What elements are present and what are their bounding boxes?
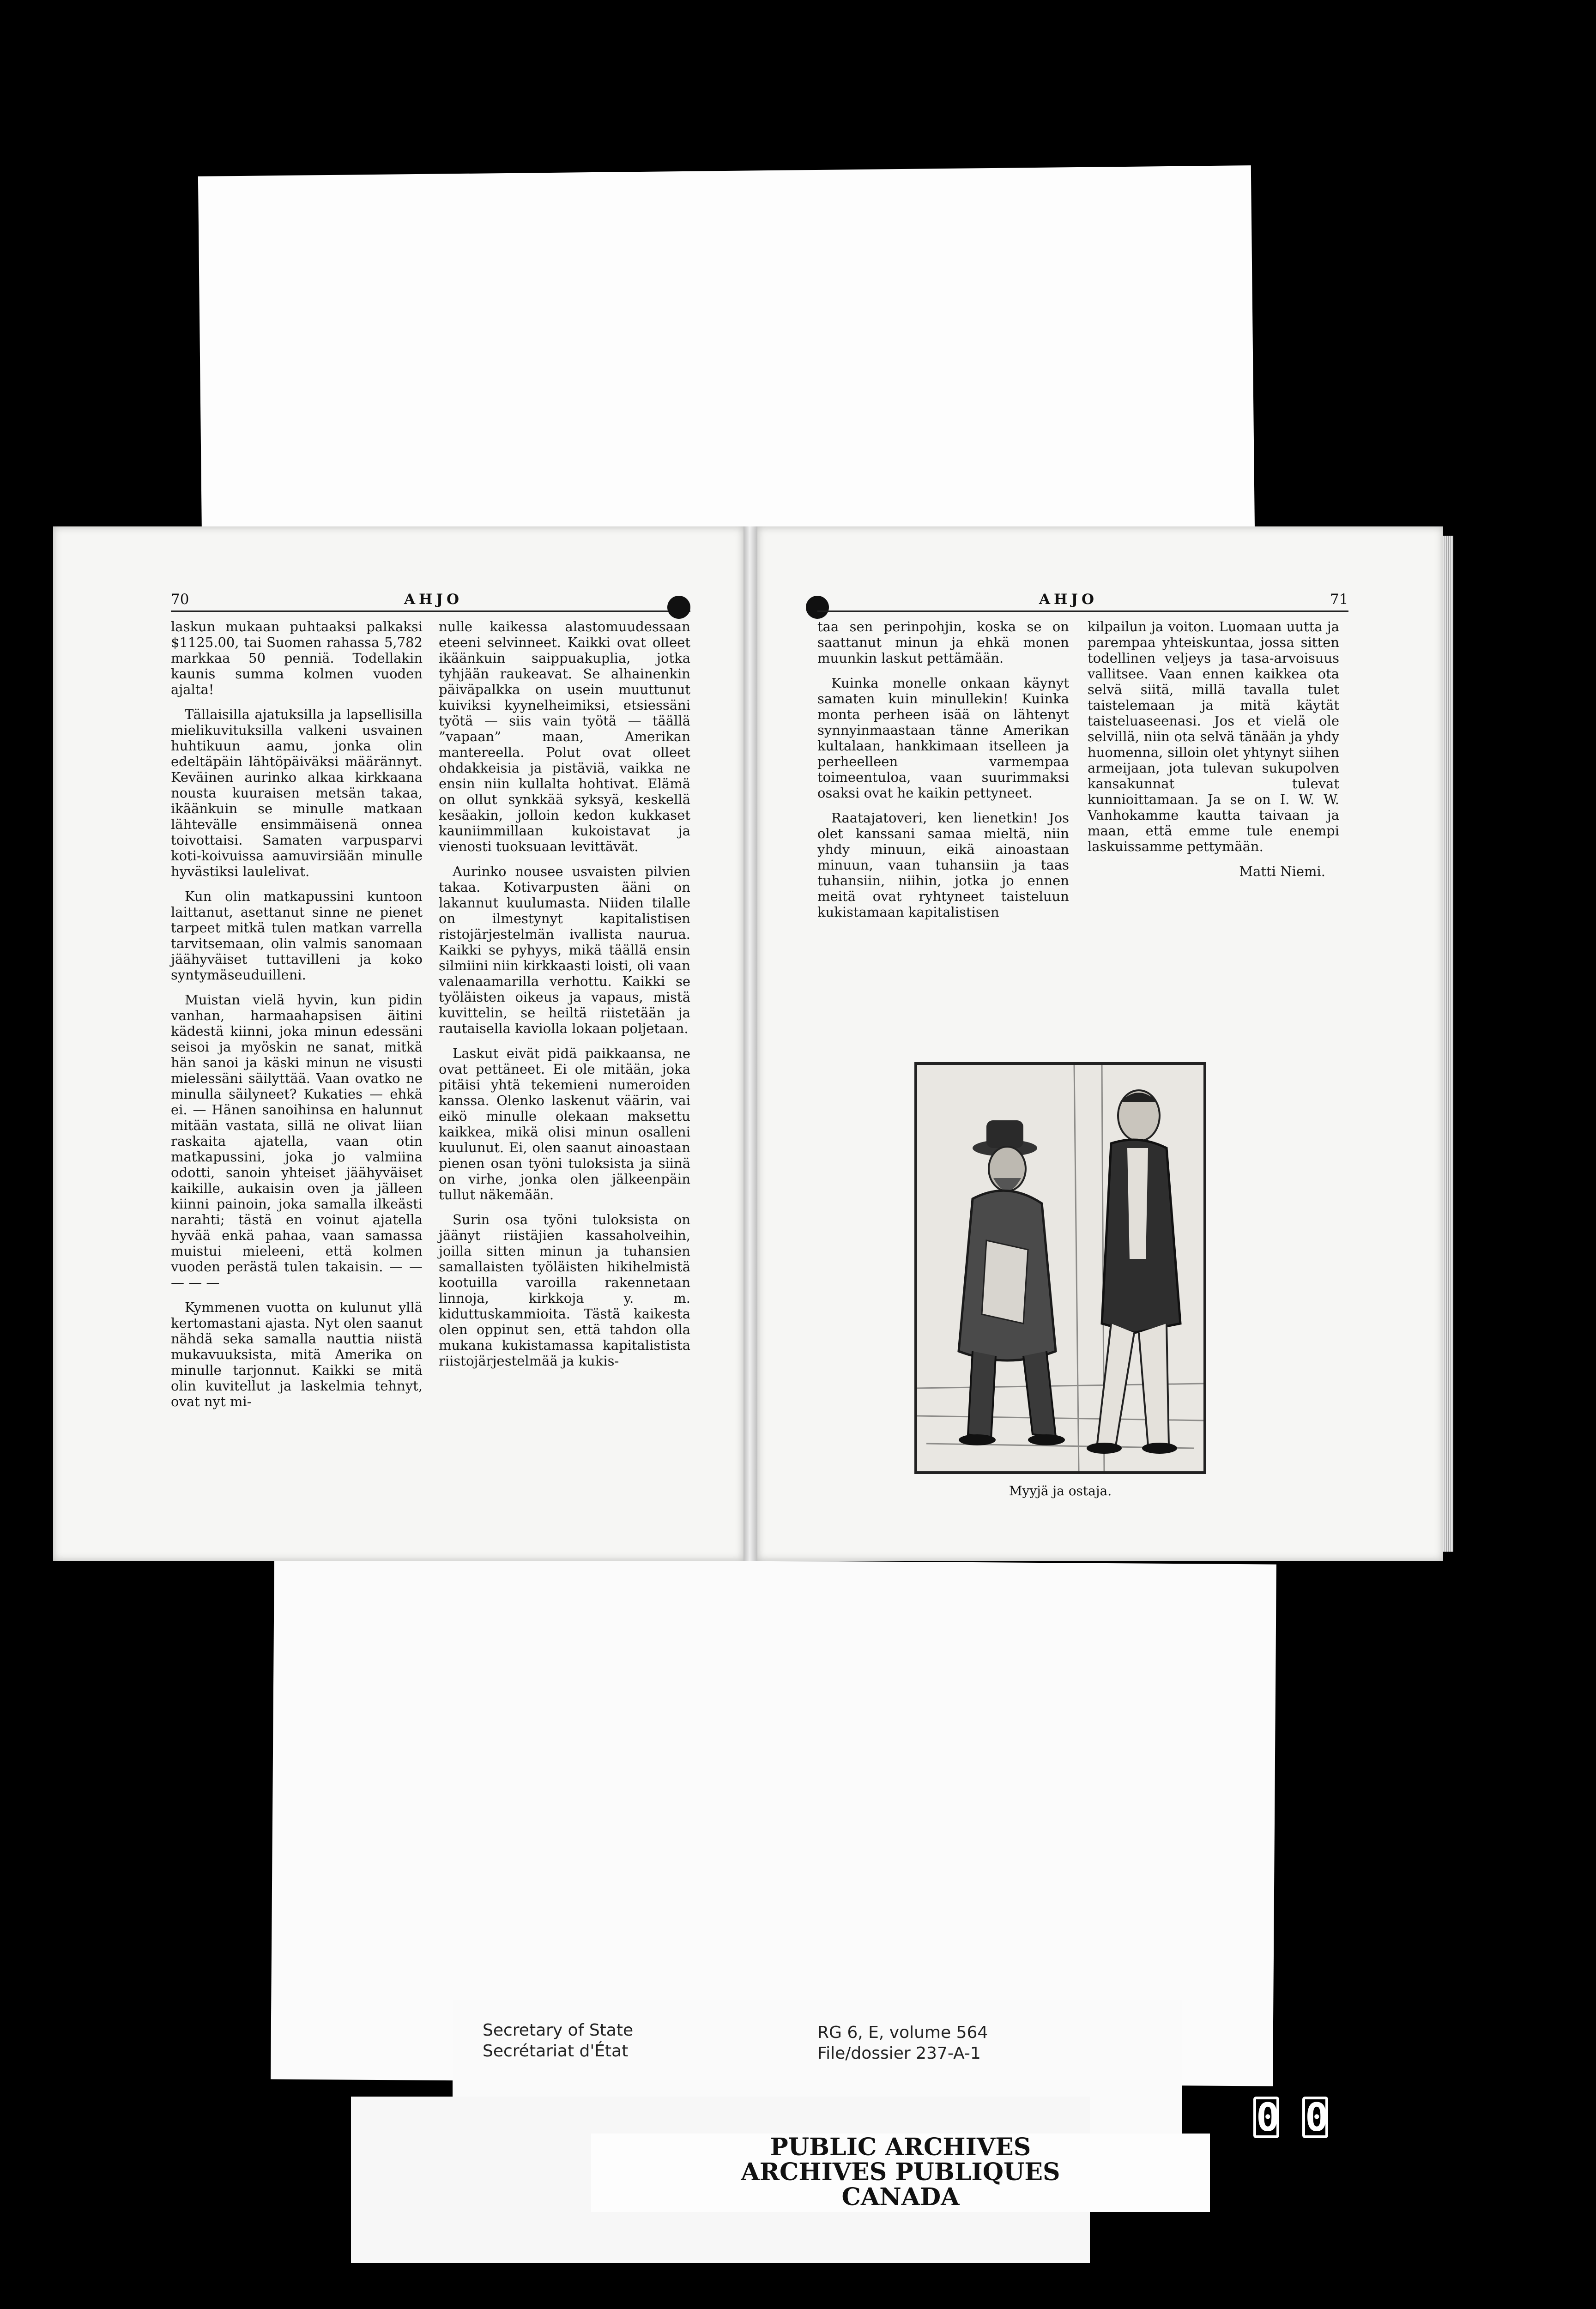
- header-rule: [171, 610, 690, 612]
- author-signature: Matti Niemi.: [1239, 864, 1325, 879]
- illustration-drawing: [917, 1065, 1203, 1471]
- label-agency-fr: Secrétariat d'État: [483, 2042, 629, 2061]
- paragraph: Kuinka monelle onkaan käynyt samaten kuin minullekin! Kuinka monta perheen isää on lähtenyt synnyinmaastaan tänne Amerikan kultalaan, hankkimaan itselleen ja perheelleen varmempaa toimeentuloa, vaan suurimmaksi osaksi ovat he kaikin pettyneet.: [817, 675, 1069, 801]
- header-rule: [817, 610, 1348, 612]
- paragraph: Muistan vielä hyvin, kun pidin vanhan, harmaahapsisen äitini kädestä kiinni, joka minun edessäni seisoi ja myöskin ne sanat, mitkä hän sanoi ja käski minun ne visusti mielessäni säilyttää. Vaan ovatko ne minulla säilyneet? Kukaties — ehkä ei. — Hänen sanoihinsa en halunnut mitään vastata, sillä ne olivat liian raskaita ajatella, vaan otin matkapussini, joka jo valmiina odotti, sanoin yhteiset jäähyväiset kaikille, aukaisin oven ja jälleen kiinni painoin, joka samalla ilkeästi narahti; tästä en voinut ajatella hyvää enkä pahaa, vaan samassa muistui mieleeni, että kolmen vuoden perästä tulen takaisin. — — — — —: [171, 992, 423, 1290]
- paragraph: nulle kaikessa alastomuudessaan eteeni selvinneet. Kaikki ovat olleet ikäänkuin saippuakuplia, jotka tyhjään raukeavat. Se alhainenkin päiväpalkka on usein muuttunut kuiviksi kyynelheimiksi, etsiessäni työtä — siis vain työtä — täällä ”vapaan” maan, Amerikan mantereella. Polut ovat olleet ohdakkeisia ja pistäviä, vaikka ne ensin niin kullalta hohtivat. Elämä on ollut synkkää syksyä, keskellä kesäakin, jolloin kedon kukkaset kauniimmillaan kukoistavat ja vienosti tuoksuaan levittävät.: [439, 619, 690, 854]
- gutter: [744, 526, 757, 1561]
- paragraph: Kun olin matkapussini kuntoon laittanut, asettanut sinne ne pienet tarpeet mitkä tulen matkan varrella tarvitsemaan, olin valmis sanomaan jäähyväiset tuttavilleni ja koko syntymäseuduilleni.: [171, 889, 423, 983]
- text-column: [817, 619, 1069, 929]
- paragraph: taa sen perinpohjin, koska se on saattanut minun ja ehkä monen muunkin laskut pettämään.: [817, 619, 1069, 666]
- banner-line-country: CANADA: [841, 2183, 960, 2211]
- paragraph: Surin osa työni tuloksista on jäänyt riistäjien kassaholveihin, joilla sitten minun ja tuhansien samallaisten työläisten hikihelmistä kootuilla varoilla rakennetaan linnoja, kirkkoja y. m. kiduttuskammioita. Tästä kaikesta olen oppinut sen, että tahdon olla mukana kukistamassa kapitalistista riistojärjestelmää ja kukis-: [439, 1212, 690, 1369]
- paragraph: Aurinko nousee usvaisten pilvien takaa. Kotivarpusten ääni on lakannut kuulumasta. Niiden tilalle on ilmestynyt kapitalistisen ristojärjestelmän ivallista naurua. Kaikki se pyhyys, mikä täällä ensin silmiini niin kirkkaasti loisti, oli vaan valenaamarilla verhottu. Kaikki se työläisten oikeus ja vapaus, mistä kuvittelin, se heiltä riistetään ja rautaisella kaviolla lokaan poljetaan.: [439, 864, 690, 1036]
- page-number-right: 71: [1330, 591, 1348, 608]
- banner-line-english: PUBLIC ARCHIVES: [770, 2133, 1031, 2161]
- paragraph: kilpailun ja voiton. Luomaan uutta ja parempaa yhteiskuntaa, jossa sitten todellinen veljeys ja tasa-arvoisuus vallitsee. Vaan ennen kaikkea ota selvä siitä, millä tavalla tulet taistelemaan ja mitä käytät taisteluaseenasi. Jos et vielä ole selvillä, niin ota selvä tänään ja yhdy huomenna, silloin olet yhtynyt siihen armeijaan, jota tulevan sukupolven kansakunnat tulevat kunnioittamaan. Ja se on I. W. W. Vanhokamme kautta taivaan ja maan, että emme tule enempi laskuissamme pettymään.: [1088, 619, 1339, 854]
- text-column: [171, 619, 423, 1419]
- punch-hole: [667, 596, 690, 619]
- paragraph: Tällaisilla ajatuksilla ja lapsellisilla mielikuvituksilla valkeni usvainen huhtikuun aamu, jonka olin edeltäpäin lähtöpäiväksi määrännyt. Keväinen aurinko alkaa kirkkaana nousta kuuraisen metsän takaa, ikäänkuin se minulle matkaan lähtevälle ensimmäisenä onnea toivottaisi. Samaten varpusparvi koti-koivuissa aamuvirsiään minulle hyvästiksi laulelivat.: [171, 707, 423, 879]
- paragraph: Raatajatoveri, ken lienetkin! Jos olet kanssani samaa mieltä, niin yhdy minuun, eikä ainoastaan minuun, vaan tuhansiin ja taas tuhansiin, niihin, jotka jo ennen meitä ovat ryhtyneet taisteluun kukistamaan kapitalistisen: [817, 810, 1069, 920]
- running-head-left: AHJO: [404, 591, 463, 608]
- left-page: [53, 526, 744, 1561]
- banner-line-french: ARCHIVES PUBLIQUES: [741, 2158, 1060, 2186]
- label-file-number: File/dossier 237-A-1: [817, 2044, 981, 2063]
- frame-digit: 0: [1253, 2097, 1279, 2138]
- page-edges: [1443, 536, 1453, 1552]
- text-column: [1088, 619, 1339, 879]
- archives-banner: [591, 2134, 1210, 2212]
- label-agency-en: Secretary of State: [483, 2021, 634, 2040]
- punch-hole: [806, 596, 829, 619]
- running-head-right: AHJO: [1039, 591, 1098, 608]
- paragraph: laskun mukaan puhtaaksi palkaksi $1125.00, tai Suomen rahassa 5,782 markkaa 50 penniä. Todellakin kaunis summa kolmen vuoden ajalta!: [171, 619, 423, 697]
- page-number-left: 70: [171, 591, 189, 608]
- label-record-group: RG 6, E, volume 564: [817, 2023, 988, 2042]
- illustration: [914, 1062, 1206, 1474]
- illustration-caption: Myyjä ja ostaja.: [1009, 1483, 1112, 1499]
- frame-digit: 0: [1302, 2097, 1328, 2138]
- frame-counter: [1228, 2097, 1353, 2138]
- text-column: [439, 619, 690, 1378]
- paragraph: Laskut eivät pidä paikkaansa, ne ovat pettäneet. Ei ole mitään, joka pitäisi yhtä tekemieni numeroiden kanssa. Olenko laskenut väärin, vai eikö minulle olekaan maksettu kaikkea, mikä olisi minun osalleni kuulunut. Ei, olen saanut ainoastaan pienen osan työni tuloksista ja siinä on virhe, jonka olen jälkeenpäin tullut näkemään.: [439, 1046, 690, 1203]
- paragraph: Kymmenen vuotta on kulunut yllä kertomastani ajasta. Nyt olen saanut nähdä seka samalla nauttia niistä mukavuuksista, mitä Amerika on minulle tarjonnut. Kaikki se mitä olin kuvitellut ja laskelmia tehnyt, ovat nyt mi-: [171, 1300, 423, 1409]
- magazine-spread: [53, 526, 1443, 1570]
